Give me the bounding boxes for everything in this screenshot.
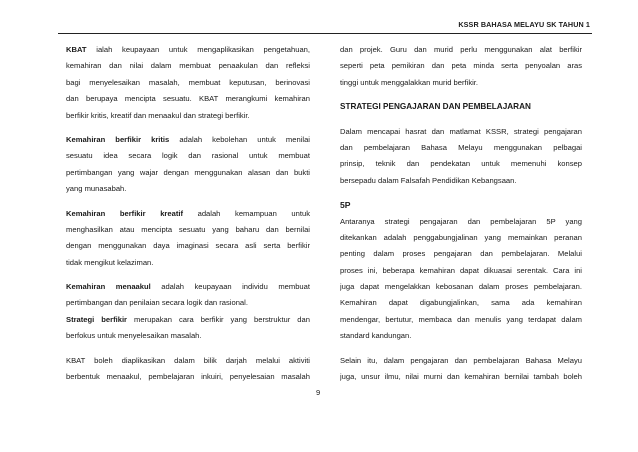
text-line: sesuatu idea secara logik dan rasional untuk membuat [66, 151, 310, 161]
paragraph-menaakul [66, 279, 310, 345]
paragraph-5p [340, 214, 582, 345]
text-line: ditekankan adalah penggabungjalinan yang memainkan peranan [340, 232, 582, 242]
text-line: bagi menyelesaikan masalah, membuat keputusan, berinovasi [66, 77, 310, 87]
text-line: berbentuk menaakul, pembelajaran inkuiri, penyelesaian masalah [66, 372, 310, 382]
text-line: dan pembelajaran Bahasa Melayu menggunakan pelbagai [340, 142, 582, 152]
text-line: prinsip, teknik dan pendekatan untuk memenuhi konsep [340, 159, 582, 169]
text-line: Strategi berfikir merupakan cara berfikir yang berstruktur dan [66, 314, 310, 324]
paragraph-berfikir-kritis [66, 132, 310, 198]
text-line: dan projek. Guru dan murid perlu menggunakan alat berfikir [340, 45, 582, 54]
text-line: juga, unsur ilmu, nilai murni dan kemahiran bernilai tambah boleh [340, 372, 582, 382]
term-menaakul: Kemahiran menaakul [66, 282, 151, 292]
text-line: berfikir kritis, kreatif dan menaakul dan strategi berfikir. [66, 110, 250, 120]
text-line: KBAT ialah keupayaan untuk mengaplikasikan pengetahuan, [66, 45, 310, 54]
text-line: tinggi untuk menggalakkan murid berfikir. [340, 77, 479, 87]
term-berfikir-kritis: Kemahiran berfikir kritis [66, 134, 170, 144]
text-line: penting dalam proses pengajaran dan pembelajaran. Melalui [340, 249, 582, 259]
text-line: seperti peta pemikiran dan peta minda serta penyoalan aras [340, 61, 582, 71]
term-berfikir-kreatif: Kemahiran berfikir kreatif [66, 208, 183, 218]
paragraph-selain-itu [340, 353, 582, 386]
text-line: menghasilkan atau mencipta sesuatu yang baharu dan bernilai [66, 224, 310, 234]
text-line: kemahiran dan nilai dalam membuat penaakulan dan refleksi [66, 61, 310, 71]
header-rule [58, 33, 592, 34]
text-line: KBAT boleh diaplikasikan dalam bilik darjah melalui aktiviti [66, 355, 310, 365]
text-line: Dalam mencapai hasrat dan matlamat KSSR, strategi pengajaran [340, 126, 582, 136]
text-line: mendengar, bertutur, membaca dan menulis yang terdapat dalam [340, 314, 582, 324]
paragraph-projek [340, 42, 582, 91]
text-line: Kemahiran berfikir kritis adalah kebolehan untuk menilai [66, 134, 310, 144]
text-line: Kemahiran dapat digabungjalinkan, sama ada kemahiran [340, 298, 582, 308]
term-strategi-berfikir: Strategi berfikir [66, 314, 128, 324]
paragraph-kbat [66, 42, 310, 124]
paragraph-hasrat-kssr [340, 124, 582, 190]
text-line: pertimbangan dan penilaian secara logik dan rasional. [66, 298, 248, 308]
text-line: bersepadu dalam Falsafah Pendidikan Kebangsaan. [340, 175, 517, 185]
term-kbat: KBAT [66, 45, 87, 54]
right-column [340, 42, 582, 385]
paragraph-berfikir-kreatif [66, 206, 310, 272]
text-line: standard kandungan. [340, 331, 412, 341]
left-column [66, 42, 310, 385]
text-line: pertimbangan yang wajar dengan menggunakan alasan dan bukti [66, 167, 310, 177]
text-line: dengan menggunakan daya imaginasi secara asli serta berfikir [66, 241, 310, 251]
text-line: yang munasabah. [66, 184, 127, 194]
text-line: Antaranya strategi pengajaran dan pembelajaran 5P yang [340, 216, 582, 226]
text-line: dan berupaya mencipta sesuatu. KBAT merangkumi kemahiran [66, 94, 310, 104]
text-line: berfokus untuk menyelesaikan masalah. [66, 331, 202, 341]
page-number: 9 [316, 388, 321, 397]
text-line: tidak mengikut kelaziman. [66, 257, 154, 267]
text-line: Kemahiran berfikir kreatif adalah kemampuan untuk [66, 208, 310, 218]
text-line: proses ini, beberapa kemahiran dapat dikuasai serentak. Cara ini [340, 265, 582, 275]
text-line: Kemahiran menaakul adalah keupayaan individu membuat [66, 282, 310, 292]
subheading-5p: 5P [340, 200, 351, 211]
running-header: KSSR BAHASA MELAYU SK TAHUN 1 [458, 20, 590, 29]
section-heading: STRATEGI PENGAJARAN DAN PEMBELAJARAN [340, 102, 531, 112]
text-line: Selain itu, dalam pengajaran dan pembelajaran Bahasa Melayu [340, 355, 582, 365]
paragraph-aplikasi-kbat [66, 353, 310, 386]
text-line: juga dapat mengelakkan kebosanan dalam proses pembelajaran. [340, 282, 582, 292]
